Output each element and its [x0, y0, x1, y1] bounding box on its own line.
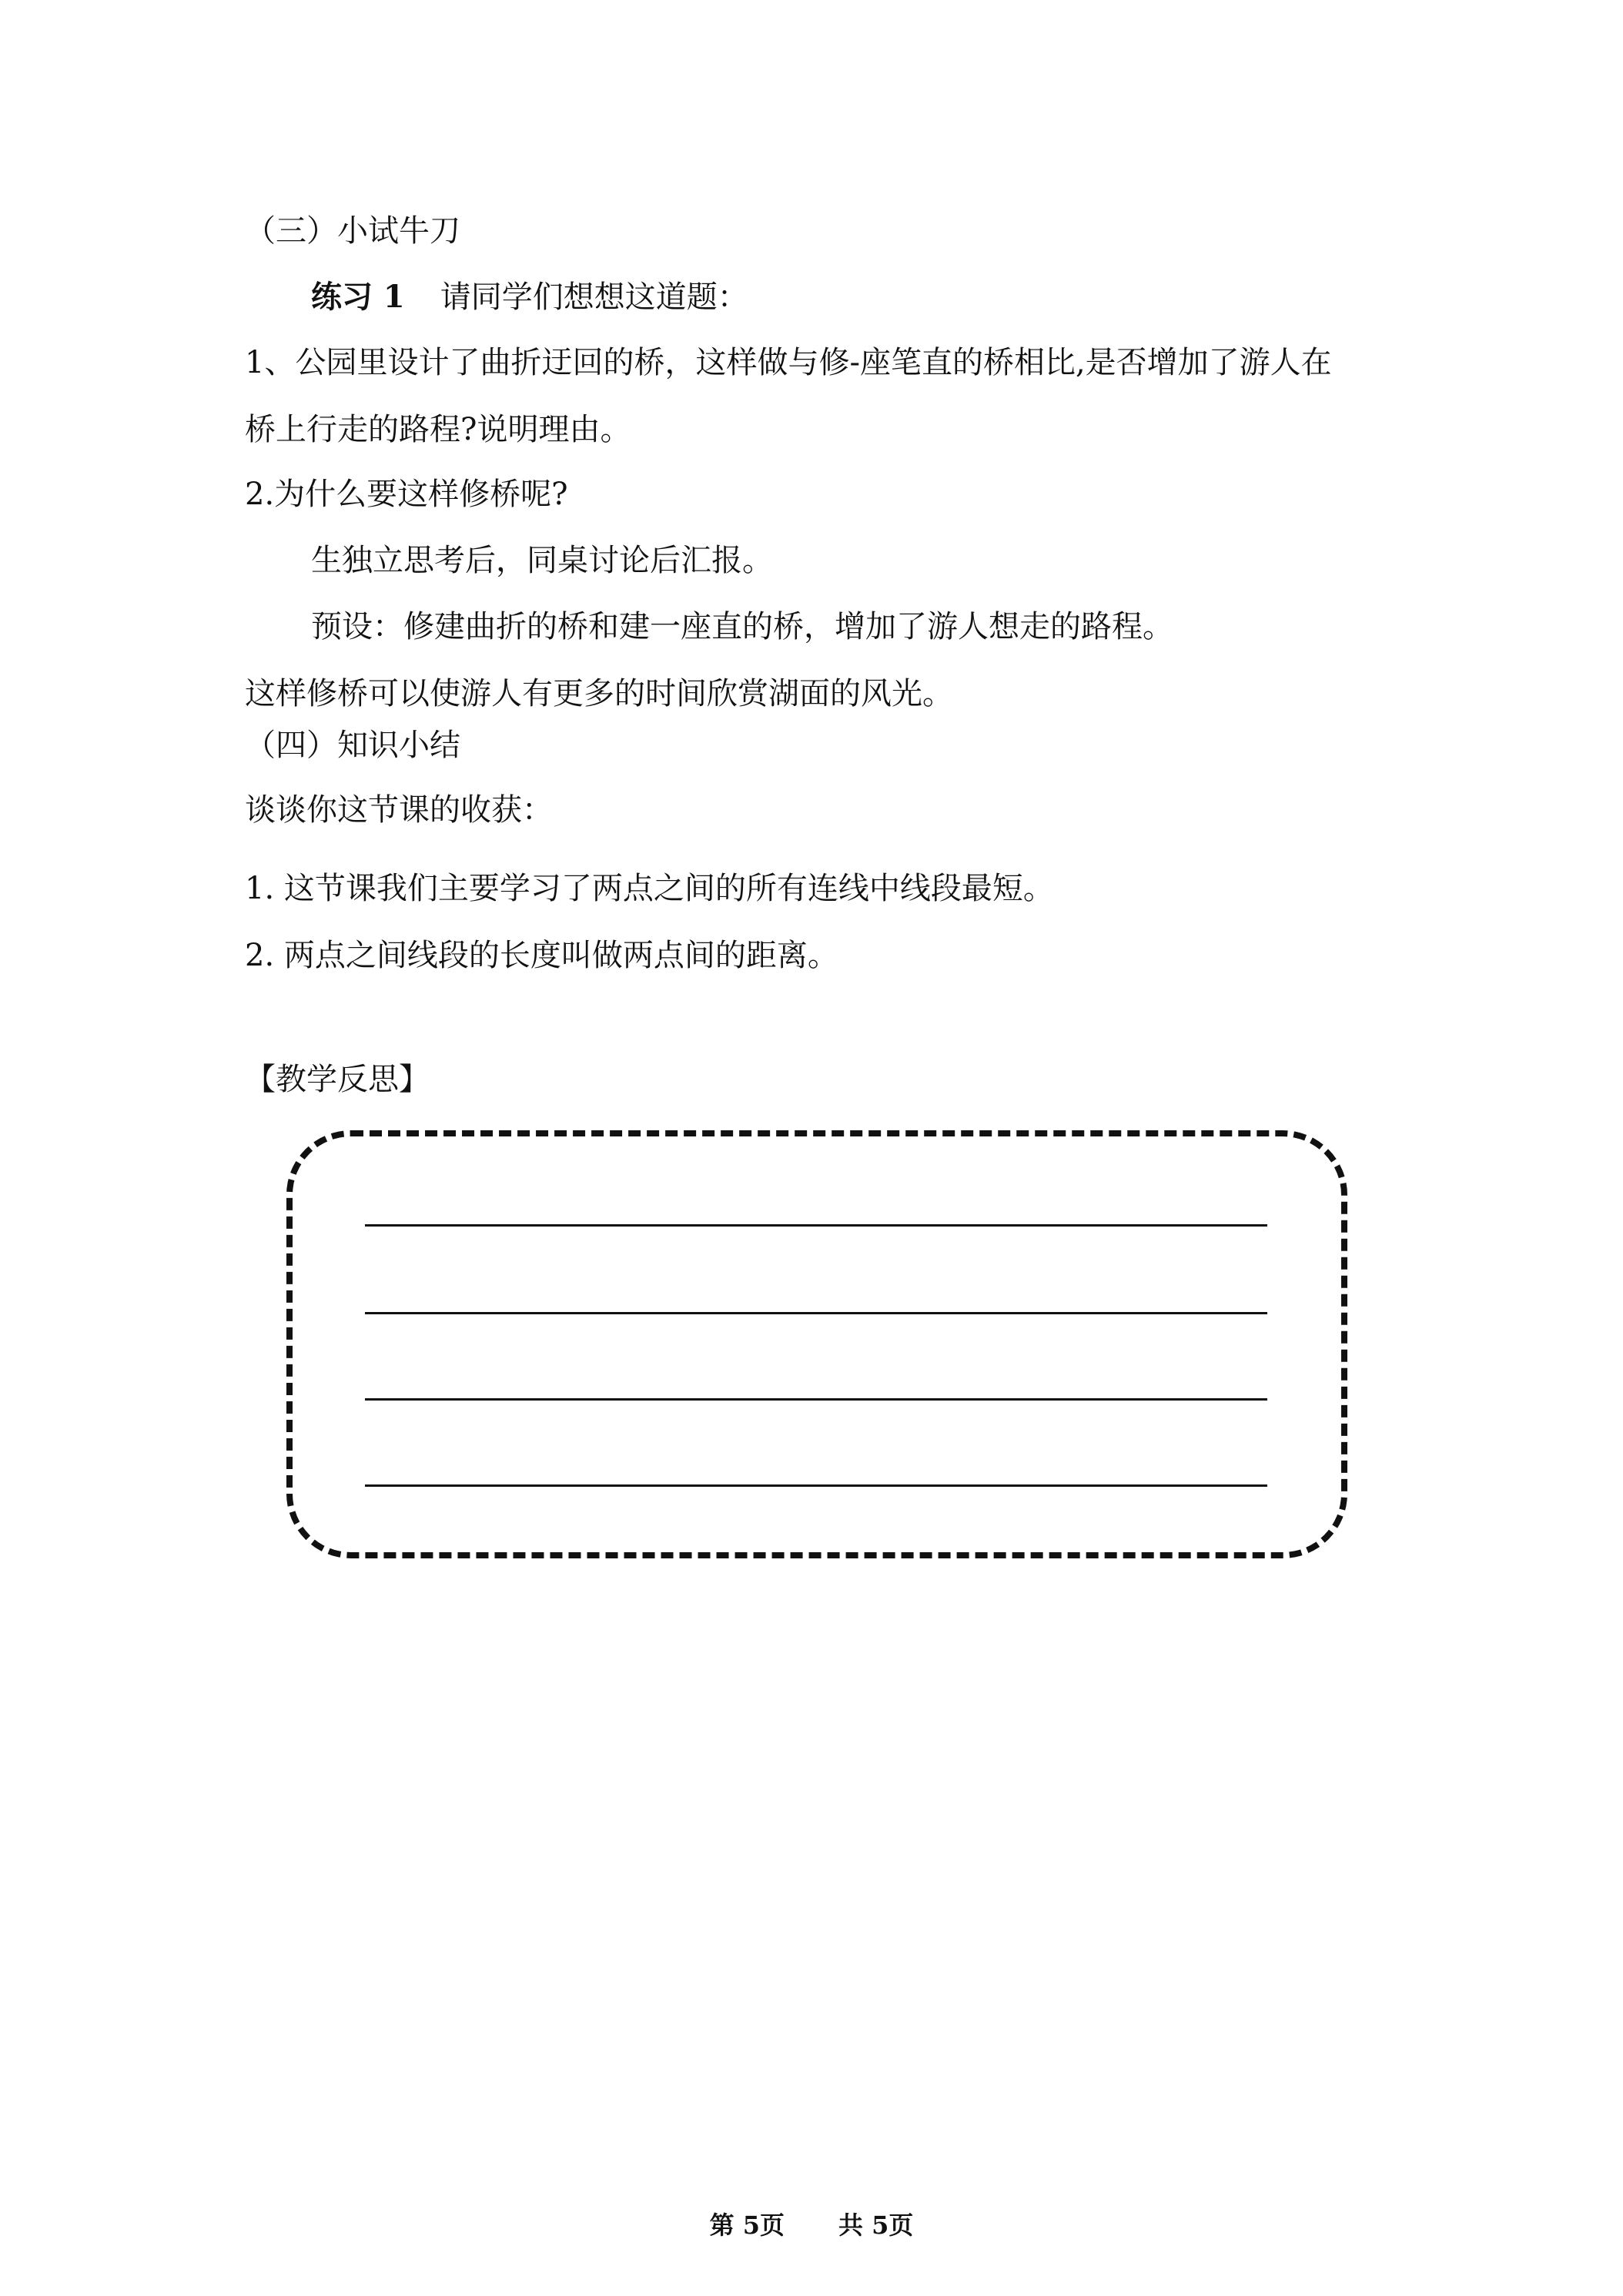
section-4-heading: （四）知识小结: [245, 728, 460, 763]
page-footer: [0, 2208, 1623, 2242]
reflection-heading: 【教学反思】: [245, 1062, 430, 1097]
question-1-line-2: 桥上行走的路程?说明理由。: [245, 412, 631, 447]
activity-text: 生独立思考后，同桌讨论后汇报。: [311, 543, 773, 578]
page-total: 共 5页: [838, 2211, 914, 2240]
preset-line-1: 预设：修建曲折的桥和建一座直的桥，增加了游人想走的路程。: [311, 609, 1173, 644]
reflection-blank-line-1[interactable]: [365, 1224, 1267, 1227]
question-1-line-1: 1、公园里设计了曲折迂回的桥，这样做与修-座笔直的桥相比,是否增加了游人在: [245, 345, 1332, 380]
reflection-box: [286, 1130, 1347, 1558]
preset-line-2: 这样修桥可以使游人有更多的时间欣赏湖面的风光。: [245, 676, 953, 711]
exercise-label: 练习 1: [311, 279, 405, 315]
question-2: 2.为什么要这样修桥呢?: [245, 477, 568, 512]
reflection-blank-line-2[interactable]: [365, 1312, 1267, 1314]
exercise-line: [311, 276, 748, 319]
harvest-prompt: 谈谈你这节课的收获：: [245, 792, 553, 828]
summary-point-2: 2. 两点之间线段的长度叫做两点间的距离。: [245, 938, 838, 973]
exercise-prompt: 请同学们想想这道题：: [440, 279, 748, 315]
page-number: 第 5页: [709, 2211, 785, 2240]
summary-point-1: 1. 这节课我们主要学习了两点之间的所有连线中线段最短。: [245, 871, 1054, 906]
reflection-blank-line-3[interactable]: [365, 1398, 1267, 1401]
section-3-heading: （三）小试牛刀: [245, 213, 460, 249]
reflection-blank-line-4[interactable]: [365, 1484, 1267, 1487]
